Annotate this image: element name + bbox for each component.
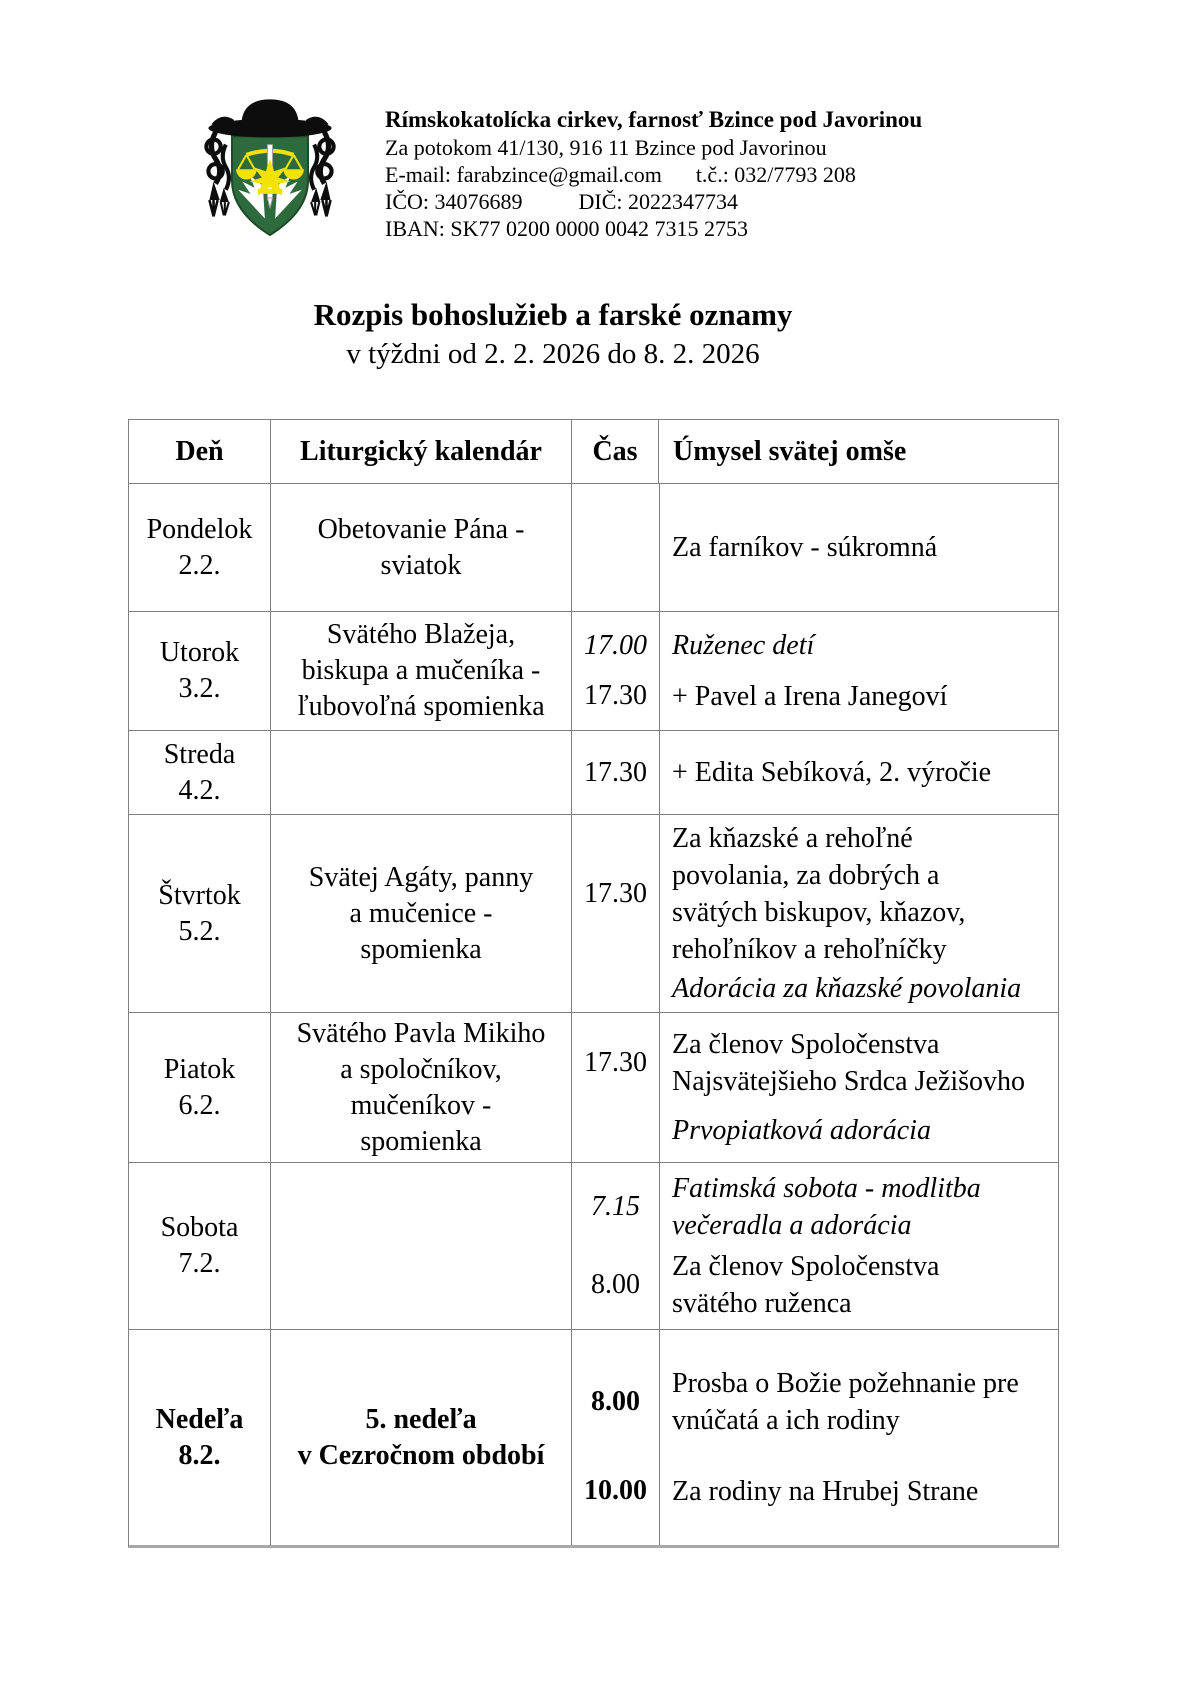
intention-line: svätých biskupov, kňazov, [672,896,966,928]
intention-line: Prosba o Božie požehnanie pre [672,1368,1019,1400]
day-date: 4.2. [178,774,221,806]
table-row [129,731,1058,815]
calendar-line: Svätej Agáty, panny [308,861,534,893]
time-intention-cell [572,1013,1058,1162]
time-intention-cell [572,731,1058,814]
liturgical-calendar-cell [271,1163,572,1329]
intention-line: Fatimská sobota - modlitba [672,1172,981,1204]
page-subtitle: v týždni od 2. 2. 2026 do 8. 2. 2026 [346,338,760,370]
intention-line: Za rodiny na Hrubej Strane [672,1475,979,1507]
day-cell [129,612,271,730]
calendar-line: ľubovoľná spomienka [297,691,545,722]
intention-line: + Pavel a Irena Janegoví [672,680,948,712]
mass-entry [572,820,1058,968]
page-title: Rozpis bohoslužieb a farské oznamy [313,297,793,332]
document-title-block [128,296,978,372]
column-header-intention: Úmysel svätej omše [673,435,907,467]
intention-line: + Edita Sebíková, 2. výročie [672,757,992,788]
calendar-line: a spoločníkov, [340,1053,502,1085]
day-name: Utorok [159,637,240,668]
mass-time: 8.00 [591,1269,640,1301]
table-header-row [129,420,1058,484]
calendar-line: sviatok [380,549,462,581]
time-intention-cell [572,1330,1058,1545]
day-cell [129,1330,271,1545]
day-name: Streda [163,738,236,770]
mass-entry [572,1170,1058,1244]
column-header-liturgical-calendar: Liturgický kalendár [271,420,572,483]
time-intention-cell [572,612,1058,730]
mass-entry [572,1473,1058,1510]
calendar-line: biskupa a mučeníka - [301,655,541,686]
mass-time: 17.00 [584,629,647,661]
time-intention-cell [572,815,1058,1012]
table-row [129,612,1058,731]
mass-intention [659,820,1058,968]
mass-intention [659,754,1058,791]
mass-intention [659,1170,1058,1244]
day-cell [129,484,271,611]
mass-intention [659,970,1058,1007]
address-line: Za potokom 41/130, 916 11 Bzince pod Javorinou [385,135,827,160]
day-cell [129,1013,271,1162]
liturgical-calendar-cell [271,1330,572,1545]
mass-intention [659,1026,1058,1100]
mass-entry [572,627,1058,664]
calendar-line: mučeníkov - [350,1089,492,1121]
phone-text: t.č.: 032/7793 208 [695,162,856,187]
mass-entry [572,678,1058,715]
table-row [129,484,1058,612]
liturgical-calendar-cell [271,731,572,814]
contact-line [385,161,1025,188]
day-date: 5.2. [178,915,221,947]
mass-intention [659,1112,1058,1149]
table-row [129,815,1058,1013]
intention-line: Ruženec detí [672,630,815,662]
mass-entry [572,754,1058,791]
day-name: Sobota [160,1212,239,1243]
liturgical-calendar-cell [271,815,572,1012]
intention-line: Prvopiatková adorácia [672,1114,931,1146]
intention-line: večeradla a adorácia [672,1209,912,1241]
mass-time: 17.30 [584,1047,647,1079]
intention-line: rehoľníkov a rehoľníčky [672,933,947,965]
calendar-line: Obetovanie Pána - [317,513,525,545]
table-row [129,1013,1058,1163]
intention-line: Za kňazské a rehoľné [672,822,913,854]
mass-intention [659,627,1058,664]
dic-text: DIČ: 2022347734 [578,189,738,214]
mass-time: 17.30 [584,680,647,712]
mass-intention [659,1473,1058,1510]
coat-of-arms-icon [193,83,347,237]
day-date: 8.2. [178,1439,221,1471]
day-cell [129,815,271,1012]
day-date: 6.2. [178,1089,221,1121]
day-cell [129,1163,271,1329]
mass-entry [572,529,1058,566]
time-intention-cell [572,484,1058,611]
iban-line: IBAN: SK77 0200 0000 0042 7315 2753 [385,216,749,241]
liturgical-calendar-cell [271,484,572,611]
email-text: E-mail: farabzince@gmail.com [385,162,662,187]
registration-line [385,188,1025,215]
mass-entry [572,1112,1058,1149]
intention-line: Za členov Spoločenstva [672,1251,940,1283]
intention-line: Za členov Spoločenstva [672,1029,940,1061]
mass-entry [572,1248,1058,1322]
day-date: 2.2. [178,549,221,581]
parish-crest [193,83,347,237]
mass-time: 17.30 [584,756,647,788]
mass-intention [659,678,1058,715]
intention-line: Adorácia za kňazské povolania [672,973,1022,1005]
liturgical-calendar-cell [271,612,572,730]
organization-name: Rímskokatolícka cirkev, farnosť Bzince pod Javorinou [385,107,923,132]
day-date: 7.2. [178,1248,221,1279]
letterhead [385,106,1025,242]
column-header-time: Čas [572,420,659,483]
day-name: Nedeľa [155,1403,244,1435]
mass-schedule-table [128,419,1059,1548]
column-header-day: Deň [129,420,271,483]
mass-intention [659,1365,1058,1439]
mass-intention [659,1248,1058,1322]
table-row [129,1163,1058,1330]
mass-time: 10.00 [584,1475,647,1507]
ico-text: IČO: 34076689 [385,189,523,214]
day-date: 3.2. [178,673,221,704]
mass-intention [659,529,1058,566]
calendar-line: a mučenice - [349,897,493,929]
calendar-line: Svätého Pavla Mikiho [296,1017,546,1049]
mass-time: 8.00 [591,1386,640,1418]
day-name: Piatok [163,1053,236,1085]
mass-entry [572,970,1058,1007]
calendar-line: spomienka [360,933,482,965]
mass-entry [572,1365,1058,1439]
day-name: Štvrtok [158,879,241,911]
calendar-line: Svätého Blažeja, [326,619,516,650]
intention-line: Za farníkov - súkromná [672,532,938,563]
mass-time: 17.30 [584,877,647,909]
calendar-line: 5. nedeľa [365,1403,477,1435]
intention-line: Najsvätejšieho Srdca Ježišovho [672,1066,1026,1098]
intention-line: povolania, za dobrých a [672,859,940,891]
intention-line: svätého ruženca [672,1288,852,1320]
mass-time: 7.15 [591,1190,640,1222]
intention-line: vnúčatá a ich rodiny [672,1405,900,1437]
day-name: Pondelok [146,513,253,545]
calendar-line: spomienka [360,1125,482,1157]
schedule-table-body [129,484,1058,1545]
mass-entry [572,1026,1058,1100]
table-row [129,1330,1058,1545]
calendar-line: v Cezročnom období [297,1439,545,1471]
day-cell [129,731,271,814]
liturgical-calendar-cell [271,1013,572,1162]
time-intention-cell [572,1163,1058,1329]
